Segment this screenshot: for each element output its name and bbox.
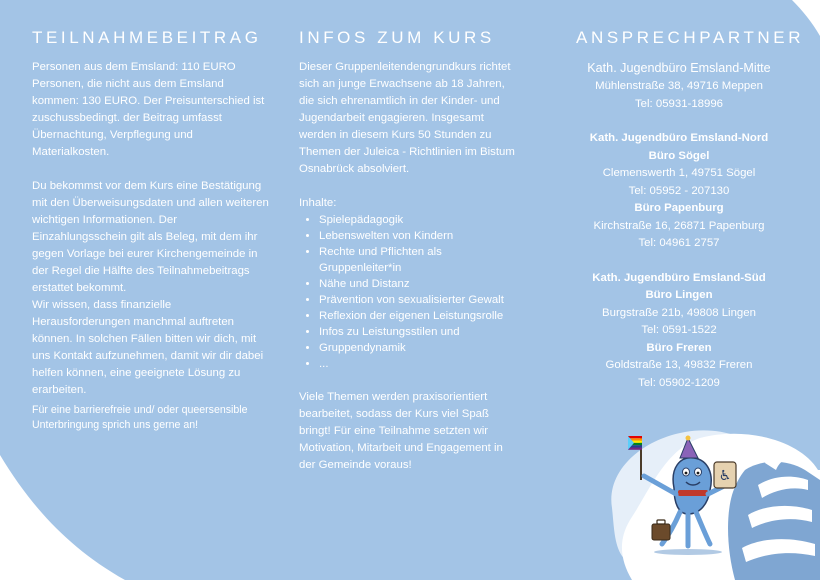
contact-nord-office-papenburg: Büro Papenburg [634, 202, 724, 214]
svg-text:♿: ♿ [718, 468, 732, 484]
contact-sued-phone-lingen: Tel: 0591-1522 [641, 324, 717, 336]
list-item: • Gruppendynamik [319, 340, 521, 356]
list-item: • Prävention von sexualisierter Gewalt [319, 292, 521, 308]
contact-mitte-phone: Tel: 05931-18996 [634, 97, 724, 110]
white-corner-shape [0, 455, 125, 580]
list-item: • ... [319, 356, 521, 372]
contact-nord-office-soegel: Büro Sögel [648, 149, 710, 162]
contact-nord-phone-papenburg: Tel: 04961 2757 [638, 237, 720, 249]
mascot-arm-left [644, 476, 676, 494]
contact-nord [566, 130, 792, 253]
contact-sued-address-freren: Goldstraße 13, 49832 Freren [605, 359, 753, 371]
fee-hardship-paragraph: Wir wissen, dass finanzielle Herausforderungen manchmal auftreten können. In solchen Fällen bitten wir dich, mit uns Kontakt aufzunehmen, damit wir dir dabei helfen können, eine geeignete Lösung zu erarbeiten. [32, 299, 264, 396]
list-item: • Lebenswelten von Kindern [319, 228, 521, 244]
contact-nord-address-papenburg: Kirchstraße 16, 26871 Papenburg [593, 219, 765, 232]
list-item: • Reflexion der eigenen Leistungsrolle [319, 308, 521, 324]
list-item: • Nähe und Distanz [319, 276, 521, 292]
fee-heading: TEILNAHMEBEITRAG [32, 28, 262, 47]
contacts-heading: ANSPRECHPARTNER [576, 28, 805, 47]
list-item: • Spielepädagogik [319, 212, 521, 228]
contact-nord-address-soegel: Clemenswerth 1, 49751 Sögel [602, 167, 756, 179]
contact-sued-name: Kath. Jugendbüro Emsland-Süd [592, 271, 766, 284]
fee-accessibility-note: Für eine barrierefreie und/ oder queersensible Unterbringung sprich uns gerne an! [32, 404, 248, 431]
mascot-scarf [678, 490, 708, 496]
contact-nord-name: Kath. Jugendbüro Emsland-Nord [589, 132, 769, 144]
contact-mitte [566, 59, 792, 113]
mascot-shadow [654, 549, 722, 555]
topic-list [299, 212, 521, 372]
fee-prices-paragraph: Personen aus dem Emsland: 110 EURO Personen, die nicht aus dem Emsland kommen: 130 EURO. Der Preisunterschied ist zuschussbedingt. der Beitrag umfasst Übernachtung, Verpflegung und Materialkosten. [32, 61, 265, 158]
suitcase [652, 524, 670, 540]
contact-mitte-name: Kath. Jugendbüro Emsland-Mitte [587, 61, 771, 75]
list-item: • Rechte und Pflichten als Gruppenleiter*in [319, 244, 521, 276]
info-column [299, 28, 521, 474]
contact-sued-address-lingen: Burgstraße 21b, 49808 Lingen [602, 306, 756, 319]
contact-sued-office-lingen: Büro Lingen [645, 289, 713, 301]
contacts-column [566, 28, 805, 409]
info-heading: INFOS ZUM KURS [299, 28, 495, 47]
info-contents-label: Inhalte: [299, 197, 337, 209]
contact-sued [566, 270, 792, 393]
contact-sued-phone-freren: Tel: 05902-1209 [638, 376, 720, 389]
mascot-body [673, 458, 711, 514]
mascot-illustration [622, 428, 742, 558]
info-outro-paragraph: Viele Themen werden praxisorientiert bearbeitet, sodass der Kurs viel Spaß bringt! Für eine Teilnahme setzten wir Motivation, Mitarbeit und Engagement in der Gemeinde voraus! [299, 391, 503, 471]
party-hat [680, 438, 698, 458]
info-intro-paragraph: Dieser Gruppenleitendengrundkurs richtet sich an junge Erwachsene ab 18 Jahren, die sich ehrenamtlich in der Kinder- und Jugendarbeit engagieren. Insgesamt werden in diesem Kurs 50 Stunden zu Themen der Juleica - Richtlinien im Bistum Osnabrück absolviert. [299, 61, 515, 175]
contact-mitte-address: Mühlenstraße 38, 49716 Meppen [595, 80, 763, 92]
contact-sued-office-freren: Büro Freren [646, 341, 712, 354]
list-item: • Infos zu Leistungsstilen und [319, 324, 521, 340]
contact-nord-phone-soegel: Tel: 05952 - 207130 [628, 184, 730, 197]
fee-confirmation-paragraph: Du bekommst vor dem Kurs eine Bestätigung mit den Überweisungsdaten und allen weiteren wichtigen Informationen. Der Einzahlungsschein gilt als Beleg, mit dem ihr gegen Vorlage bei eurer Kirchengemeinde in der Regel die Hälfte des Teilnahmebeitrags erstattet bekommt. [32, 180, 269, 294]
fee-column [32, 28, 272, 432]
